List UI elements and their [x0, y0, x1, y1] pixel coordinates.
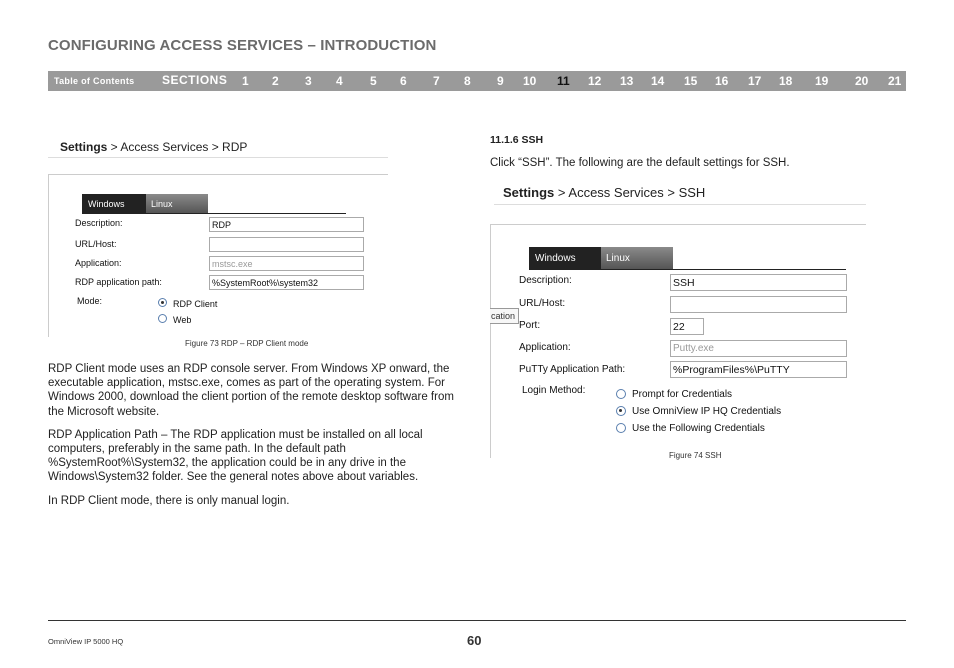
- footer-divider: [48, 620, 906, 621]
- figure-74-caption: Figure 74 SSH: [669, 451, 722, 460]
- application-label: Application:: [75, 258, 122, 268]
- breadcrumb-rdp: [60, 140, 247, 154]
- section-link-8[interactable]: 8: [464, 74, 471, 88]
- section-link-19[interactable]: 19: [815, 74, 829, 88]
- rdp-path-label: RDP application path:: [75, 277, 162, 287]
- application-field[interactable]: mstsc.exe: [209, 256, 364, 271]
- section-link-21[interactable]: 21: [888, 74, 902, 88]
- breadcrumb-path: > Access Services > RDP: [107, 140, 248, 154]
- description-label: Description:: [75, 218, 123, 228]
- rdp-client-paragraph: RDP Client mode uses an RDP console server. From Windows XP onward, the executable application, mstsc.exe, comes as part of the operating system. For Windows 2000, download the client portion of the remote desktop software from the Microsoft website.: [48, 363, 454, 418]
- section-link-20[interactable]: 20: [855, 74, 869, 88]
- side-tab-application[interactable]: cation: [490, 308, 519, 324]
- prompt-credentials-radio[interactable]: [616, 389, 626, 399]
- section-link-13[interactable]: 13: [620, 74, 634, 88]
- section-link-12[interactable]: 12: [588, 74, 602, 88]
- rdp-path-paragraph: RDP Application Path – The RDP application must be installed on all local computers, preferably in the same path. In the default path %SystemRoot%\System32, the application could be in any drive in the Windows\System32 folder. See the general notes above about variables.: [48, 428, 423, 484]
- tab-linux[interactable]: Linux: [146, 194, 208, 213]
- figure-73-rdp-screenshot: [48, 130, 393, 350]
- page-number: 60: [467, 633, 482, 648]
- putty-path-label: PuTTy Application Path:: [519, 364, 626, 375]
- following-credentials-label: Use the Following Credentials: [632, 423, 765, 434]
- login-method-label: Login Method:: [522, 385, 586, 396]
- putty-path-field[interactable]: %ProgramFiles%\PuTTY: [670, 361, 847, 378]
- section-nav-bar: [48, 71, 906, 91]
- tab-windows[interactable]: Windows: [529, 247, 601, 269]
- breadcrumb-settings[interactable]: Settings: [60, 140, 108, 154]
- application-field[interactable]: Putty.exe: [670, 340, 847, 357]
- section-link-4[interactable]: 4: [336, 74, 343, 88]
- omniview-credentials-label: Use OmniView IP HQ Credentials: [632, 406, 782, 417]
- port-field[interactable]: 22: [670, 318, 704, 335]
- tab-linux[interactable]: Linux: [601, 247, 673, 269]
- description-label: Description:: [519, 275, 572, 286]
- prompt-credentials-label: Prompt for Credentials: [632, 389, 733, 400]
- description-field[interactable]: SSH: [670, 274, 847, 291]
- section-link-10[interactable]: 10: [523, 74, 537, 88]
- rdp-client-radio-label: RDP Client: [173, 299, 218, 309]
- ssh-intro-text: Click “SSH”. The following are the default settings for SSH.: [490, 157, 790, 169]
- rdp-client-radio[interactable]: [158, 298, 167, 307]
- breadcrumb-ssh: [503, 185, 705, 200]
- section-link-7[interactable]: 7: [433, 74, 440, 88]
- url-host-label: URL/Host:: [75, 239, 117, 249]
- section-link-17[interactable]: 17: [748, 74, 762, 88]
- breadcrumb-settings[interactable]: Settings: [503, 185, 555, 200]
- section-link-16[interactable]: 16: [715, 74, 729, 88]
- footer-product-name: OmniView IP 5000 HQ: [48, 637, 124, 646]
- section-link-18[interactable]: 18: [779, 74, 793, 88]
- application-label: Application:: [519, 342, 571, 353]
- figure-74-ssh-screenshot: [490, 180, 870, 470]
- rdp-path-field[interactable]: %SystemRoot%\system32: [209, 275, 364, 290]
- section-link-5[interactable]: 5: [370, 74, 377, 88]
- breadcrumb-path: > Access Services > SSH: [554, 185, 706, 200]
- section-link-14[interactable]: 14: [651, 74, 665, 88]
- section-link-1[interactable]: 1: [242, 74, 249, 88]
- tab-windows[interactable]: Windows: [82, 194, 146, 213]
- web-radio-label: Web: [173, 315, 192, 325]
- url-host-field[interactable]: [670, 296, 847, 313]
- section-link-15[interactable]: 15: [684, 74, 698, 88]
- section-link-6[interactable]: 6: [400, 74, 407, 88]
- url-host-field[interactable]: [209, 237, 364, 252]
- following-credentials-radio[interactable]: [616, 423, 626, 433]
- section-link-3[interactable]: 3: [305, 74, 312, 88]
- url-host-label: URL/Host:: [519, 298, 566, 309]
- sections-label: SECTIONS: [162, 73, 228, 87]
- description-field[interactable]: RDP: [209, 217, 364, 232]
- rdp-login-paragraph: In RDP Client mode, there is only manual login.: [48, 494, 290, 507]
- page-title: CONFIGURING ACCESS SERVICES – INTRODUCTION: [48, 37, 437, 54]
- section-link-11[interactable]: 11: [557, 74, 570, 88]
- web-radio[interactable]: [158, 314, 167, 323]
- section-link-2[interactable]: 2: [272, 74, 279, 88]
- section-link-9[interactable]: 9: [497, 74, 504, 88]
- port-label: Port:: [519, 320, 541, 331]
- figure-73-caption: Figure 73 RDP – RDP Client mode: [185, 339, 309, 348]
- table-of-contents-link[interactable]: Table of Contents: [54, 76, 135, 86]
- mode-label: Mode:: [77, 296, 103, 306]
- ssh-section-heading: 11.1.6 SSH: [490, 134, 544, 146]
- omniview-credentials-radio[interactable]: [616, 406, 626, 416]
